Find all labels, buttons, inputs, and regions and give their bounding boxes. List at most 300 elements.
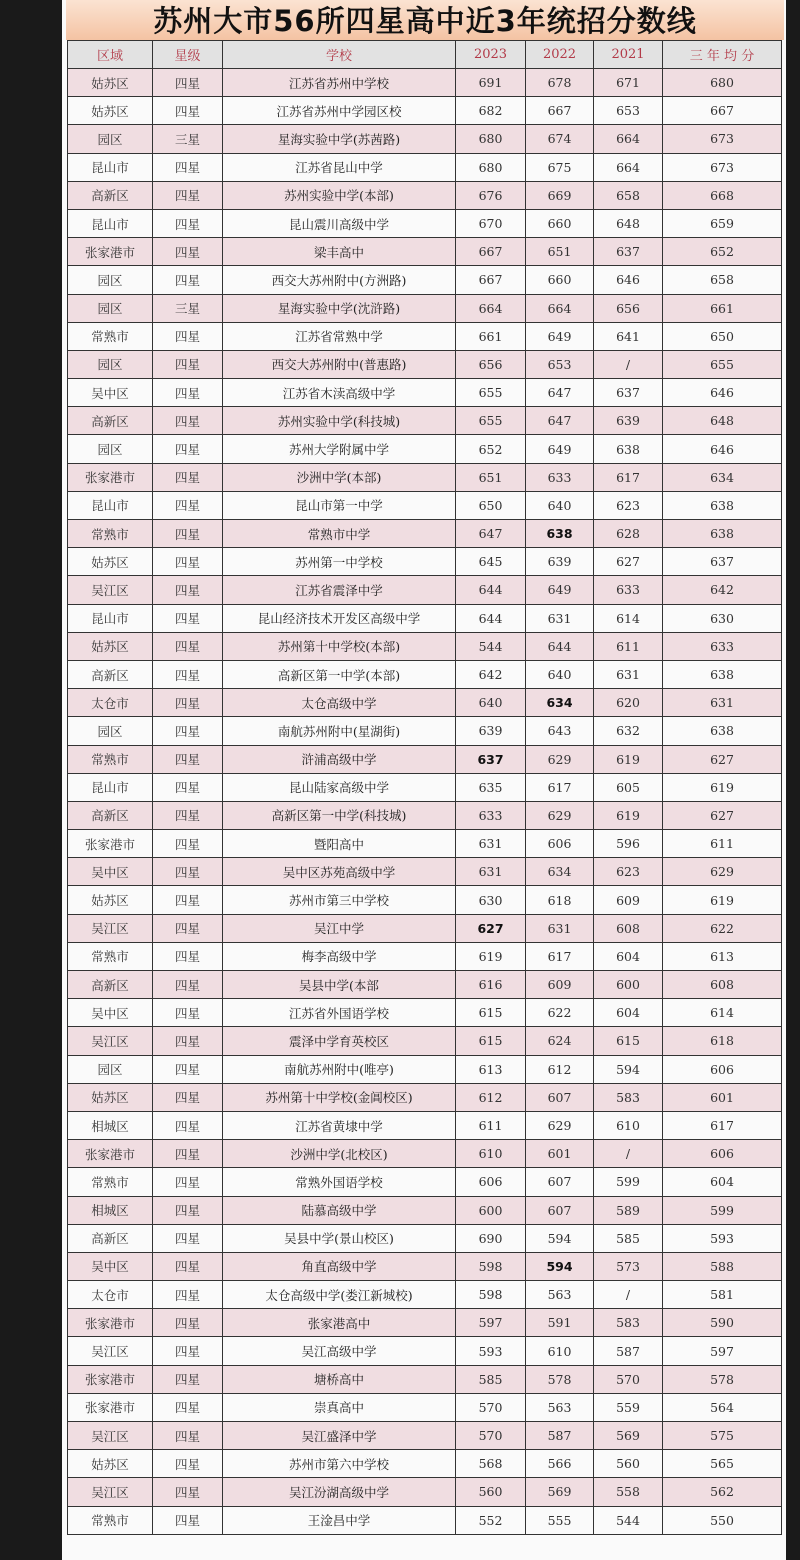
cell-star-level: 四星 xyxy=(153,1393,223,1421)
cell-score-2023: 619 xyxy=(456,942,526,970)
cell-district: 张家港市 xyxy=(68,238,153,266)
cell-score-2021: 594 xyxy=(594,1055,663,1083)
cell-star-level: 四星 xyxy=(153,97,223,125)
cell-school: 江苏省昆山中学 xyxy=(223,153,456,181)
cell-score-2023: 598 xyxy=(456,1281,526,1309)
cell-star-level: 四星 xyxy=(153,1083,223,1111)
cell-score-2022: 638 xyxy=(526,520,594,548)
cell-three-year-average: 627 xyxy=(663,745,782,773)
table-row xyxy=(68,1083,782,1111)
cell-school: 昆山市第一中学 xyxy=(223,491,456,519)
cell-score-2022: 555 xyxy=(526,1506,594,1534)
cell-score-2022: 643 xyxy=(526,717,594,745)
table-row xyxy=(68,1252,782,1280)
cell-score-2023: 615 xyxy=(456,999,526,1027)
cell-score-2021: 633 xyxy=(594,576,663,604)
cell-three-year-average: 613 xyxy=(663,942,782,970)
cell-score-2023: 585 xyxy=(456,1365,526,1393)
cell-score-2023: 667 xyxy=(456,238,526,266)
cell-school: 昆山经济技术开发区高级中学 xyxy=(223,604,456,632)
cell-score-2023: 544 xyxy=(456,632,526,660)
cell-school: 吴江高级中学 xyxy=(223,1337,456,1365)
cell-star-level: 四星 xyxy=(153,491,223,519)
cell-score-2023: 644 xyxy=(456,576,526,604)
cell-three-year-average: 661 xyxy=(663,294,782,322)
cell-star-level: 四星 xyxy=(153,1027,223,1055)
cell-star-level: 四星 xyxy=(153,238,223,266)
cell-star-level: 四星 xyxy=(153,1450,223,1478)
cell-score-2023: 680 xyxy=(456,125,526,153)
cell-score-2022: 660 xyxy=(526,266,594,294)
table-row xyxy=(68,379,782,407)
cell-score-2021: / xyxy=(594,1140,663,1168)
cell-star-level: 四星 xyxy=(153,1055,223,1083)
cell-score-2023: 640 xyxy=(456,689,526,717)
cell-star-level: 四星 xyxy=(153,660,223,688)
table-row xyxy=(68,604,782,632)
cell-score-2022: 591 xyxy=(526,1309,594,1337)
cell-score-2022: 649 xyxy=(526,576,594,604)
cell-score-2023: 637 xyxy=(456,745,526,773)
cell-score-2022: 594 xyxy=(526,1224,594,1252)
cell-score-2023: 652 xyxy=(456,435,526,463)
cell-school: 崇真高中 xyxy=(223,1393,456,1421)
cell-score-2021: 570 xyxy=(594,1365,663,1393)
cell-star-level: 四星 xyxy=(153,435,223,463)
cell-three-year-average: 673 xyxy=(663,125,782,153)
cell-school: 吴中区苏苑高级中学 xyxy=(223,858,456,886)
table-row xyxy=(68,1506,782,1534)
cell-school: 高新区第一中学(本部) xyxy=(223,660,456,688)
cell-school: 吴县中学(景山校区) xyxy=(223,1224,456,1252)
table-row xyxy=(68,153,782,181)
cell-school: 星海实验中学(沈浒路) xyxy=(223,294,456,322)
cell-star-level: 四星 xyxy=(153,773,223,801)
cell-three-year-average: 668 xyxy=(663,181,782,209)
cell-score-2021: 604 xyxy=(594,942,663,970)
cell-score-2021: 639 xyxy=(594,407,663,435)
cell-school: 江苏省震泽中学 xyxy=(223,576,456,604)
cell-star-level: 四星 xyxy=(153,69,223,97)
cell-three-year-average: 564 xyxy=(663,1393,782,1421)
table-row xyxy=(68,971,782,999)
table-row xyxy=(68,181,782,209)
cell-district: 张家港市 xyxy=(68,1140,153,1168)
table-row xyxy=(68,491,782,519)
table-row xyxy=(68,1196,782,1224)
cell-star-level: 四星 xyxy=(153,604,223,632)
cell-score-2023: 600 xyxy=(456,1196,526,1224)
table-row xyxy=(68,1393,782,1421)
cell-score-2021: 619 xyxy=(594,745,663,773)
cell-star-level: 四星 xyxy=(153,1196,223,1224)
cell-score-2021: 611 xyxy=(594,632,663,660)
cell-star-level: 四星 xyxy=(153,1168,223,1196)
cell-score-2021: 664 xyxy=(594,125,663,153)
cell-score-2021: 631 xyxy=(594,660,663,688)
cell-score-2023: 664 xyxy=(456,294,526,322)
table-row xyxy=(68,632,782,660)
cell-three-year-average: 648 xyxy=(663,407,782,435)
cell-score-2022: 647 xyxy=(526,379,594,407)
cell-star-level: 四星 xyxy=(153,717,223,745)
cell-district: 昆山市 xyxy=(68,604,153,632)
cell-score-2022: 563 xyxy=(526,1393,594,1421)
cell-score-2022: 607 xyxy=(526,1083,594,1111)
cell-three-year-average: 642 xyxy=(663,576,782,604)
table-row xyxy=(68,1140,782,1168)
cell-school: 吴江中学 xyxy=(223,914,456,942)
cell-school: 常熟市中学 xyxy=(223,520,456,548)
cell-district: 姑苏区 xyxy=(68,548,153,576)
cell-score-2021: 653 xyxy=(594,97,663,125)
cell-score-2021: 637 xyxy=(594,238,663,266)
cell-score-2022: 617 xyxy=(526,942,594,970)
cell-score-2021: 619 xyxy=(594,801,663,829)
table-row xyxy=(68,942,782,970)
cell-three-year-average: 562 xyxy=(663,1478,782,1506)
cell-score-2022: 640 xyxy=(526,660,594,688)
cell-district: 吴江区 xyxy=(68,1337,153,1365)
cell-score-2022: 634 xyxy=(526,858,594,886)
cell-star-level: 四星 xyxy=(153,322,223,350)
cell-district: 园区 xyxy=(68,125,153,153)
cell-score-2023: 647 xyxy=(456,520,526,548)
table-row xyxy=(68,745,782,773)
table-row xyxy=(68,1422,782,1450)
table-row xyxy=(68,886,782,914)
cell-three-year-average: 637 xyxy=(663,548,782,576)
cell-score-2021: 558 xyxy=(594,1478,663,1506)
cell-score-2021: 604 xyxy=(594,999,663,1027)
cell-school: 震泽中学育英校区 xyxy=(223,1027,456,1055)
cell-score-2023: 670 xyxy=(456,209,526,237)
cell-score-2021: 623 xyxy=(594,858,663,886)
cell-score-2022: 607 xyxy=(526,1196,594,1224)
header-2023: 2023 xyxy=(456,41,526,69)
cell-district: 高新区 xyxy=(68,971,153,999)
table-row xyxy=(68,322,782,350)
cell-star-level: 四星 xyxy=(153,1281,223,1309)
cell-three-year-average: 630 xyxy=(663,604,782,632)
cell-score-2023: 655 xyxy=(456,407,526,435)
cell-score-2023: 635 xyxy=(456,773,526,801)
cell-district: 高新区 xyxy=(68,407,153,435)
cell-school: 昆山震川高级中学 xyxy=(223,209,456,237)
cell-three-year-average: 638 xyxy=(663,660,782,688)
cell-district: 姑苏区 xyxy=(68,632,153,660)
cell-school: 王淦昌中学 xyxy=(223,1506,456,1534)
cell-star-level: 四星 xyxy=(153,1252,223,1280)
cell-three-year-average: 673 xyxy=(663,153,782,181)
table-row xyxy=(68,125,782,153)
cell-district: 昆山市 xyxy=(68,153,153,181)
cell-score-2022: 675 xyxy=(526,153,594,181)
cell-score-2023: 615 xyxy=(456,1027,526,1055)
cell-district: 姑苏区 xyxy=(68,886,153,914)
cell-district: 姑苏区 xyxy=(68,69,153,97)
cell-score-2022: 640 xyxy=(526,491,594,519)
cell-district: 张家港市 xyxy=(68,1393,153,1421)
cell-score-2022: 609 xyxy=(526,971,594,999)
cell-school: 太仓高级中学(娄江新城校) xyxy=(223,1281,456,1309)
header-district: 区域 xyxy=(68,41,153,69)
header-school: 学校 xyxy=(223,41,456,69)
cell-three-year-average: 617 xyxy=(663,1111,782,1139)
cell-score-2023: 690 xyxy=(456,1224,526,1252)
cell-score-2023: 552 xyxy=(456,1506,526,1534)
cell-star-level: 四星 xyxy=(153,407,223,435)
cell-star-level: 四星 xyxy=(153,1337,223,1365)
table-row xyxy=(68,238,782,266)
cell-school: 星海实验中学(苏茜路) xyxy=(223,125,456,153)
cell-three-year-average: 608 xyxy=(663,971,782,999)
cell-star-level: 四星 xyxy=(153,745,223,773)
cell-school: 高新区第一中学(科技城) xyxy=(223,801,456,829)
table-row xyxy=(68,1478,782,1506)
cell-school: 暨阳高中 xyxy=(223,830,456,858)
cell-score-2022: 629 xyxy=(526,745,594,773)
cell-score-2021: 658 xyxy=(594,181,663,209)
cell-score-2023: 667 xyxy=(456,266,526,294)
cell-school: 沙洲中学(本部) xyxy=(223,463,456,491)
cell-school: 吴县中学(本部 xyxy=(223,971,456,999)
cell-school: 西交大苏州附中(方洲路) xyxy=(223,266,456,294)
cell-score-2021: 671 xyxy=(594,69,663,97)
cell-star-level: 四星 xyxy=(153,801,223,829)
cell-district: 姑苏区 xyxy=(68,97,153,125)
cell-district: 相城区 xyxy=(68,1196,153,1224)
table-row xyxy=(68,689,782,717)
cell-score-2021: 587 xyxy=(594,1337,663,1365)
table-row xyxy=(68,463,782,491)
cell-three-year-average: 650 xyxy=(663,322,782,350)
cell-three-year-average: 646 xyxy=(663,435,782,463)
score-table xyxy=(67,40,782,1535)
cell-score-2023: 598 xyxy=(456,1252,526,1280)
cell-district: 园区 xyxy=(68,717,153,745)
table-row xyxy=(68,717,782,745)
cell-school: 梁丰高中 xyxy=(223,238,456,266)
cell-score-2021: 544 xyxy=(594,1506,663,1534)
cell-school: 江苏省苏州中学校 xyxy=(223,69,456,97)
table-row xyxy=(68,266,782,294)
cell-score-2023: 644 xyxy=(456,604,526,632)
cell-school: 江苏省外国语学校 xyxy=(223,999,456,1027)
cell-score-2023: 593 xyxy=(456,1337,526,1365)
cell-district: 园区 xyxy=(68,1055,153,1083)
cell-school: 南航苏州附中(星湖街) xyxy=(223,717,456,745)
cell-score-2021: 569 xyxy=(594,1422,663,1450)
cell-score-2022: 618 xyxy=(526,886,594,914)
cell-score-2021: 605 xyxy=(594,773,663,801)
table-row xyxy=(68,801,782,829)
cell-district: 常熟市 xyxy=(68,520,153,548)
cell-school: 江苏省黄埭中学 xyxy=(223,1111,456,1139)
cell-score-2022: 644 xyxy=(526,632,594,660)
cell-score-2021: 583 xyxy=(594,1083,663,1111)
cell-star-level: 三星 xyxy=(153,294,223,322)
cell-three-year-average: 638 xyxy=(663,520,782,548)
cell-score-2021: / xyxy=(594,350,663,378)
cell-score-2021: 646 xyxy=(594,266,663,294)
table-row xyxy=(68,1168,782,1196)
cell-three-year-average: 575 xyxy=(663,1422,782,1450)
cell-score-2022: 610 xyxy=(526,1337,594,1365)
table-row xyxy=(68,520,782,548)
table-row xyxy=(68,858,782,886)
cell-score-2021: 617 xyxy=(594,463,663,491)
cell-district: 吴江区 xyxy=(68,914,153,942)
cell-score-2023: 613 xyxy=(456,1055,526,1083)
table-row xyxy=(68,576,782,604)
cell-three-year-average: 631 xyxy=(663,689,782,717)
cell-three-year-average: 629 xyxy=(663,858,782,886)
cell-star-level: 四星 xyxy=(153,689,223,717)
cell-score-2022: 594 xyxy=(526,1252,594,1280)
cell-star-level: 四星 xyxy=(153,209,223,237)
cell-school: 苏州第十中学校(本部) xyxy=(223,632,456,660)
cell-score-2021: 648 xyxy=(594,209,663,237)
table-row xyxy=(68,1027,782,1055)
cell-score-2022: 653 xyxy=(526,350,594,378)
cell-district: 太仓市 xyxy=(68,1281,153,1309)
cell-district: 吴江区 xyxy=(68,576,153,604)
cell-score-2023: 630 xyxy=(456,886,526,914)
cell-school: 江苏省苏州中学园区校 xyxy=(223,97,456,125)
cell-three-year-average: 619 xyxy=(663,773,782,801)
cell-score-2023: 633 xyxy=(456,801,526,829)
cell-score-2023: 656 xyxy=(456,350,526,378)
cell-three-year-average: 627 xyxy=(663,801,782,829)
cell-three-year-average: 658 xyxy=(663,266,782,294)
cell-score-2022: 639 xyxy=(526,548,594,576)
table-row xyxy=(68,1365,782,1393)
cell-star-level: 三星 xyxy=(153,125,223,153)
cell-school: 苏州第一中学校 xyxy=(223,548,456,576)
cell-score-2022: 667 xyxy=(526,97,594,125)
cell-star-level: 四星 xyxy=(153,971,223,999)
cell-star-level: 四星 xyxy=(153,576,223,604)
cell-school: 陆慕高级中学 xyxy=(223,1196,456,1224)
table-header-row xyxy=(68,41,782,69)
cell-district: 吴江区 xyxy=(68,1027,153,1055)
cell-score-2021: 641 xyxy=(594,322,663,350)
cell-three-year-average: 622 xyxy=(663,914,782,942)
cell-district: 园区 xyxy=(68,350,153,378)
cell-star-level: 四星 xyxy=(153,914,223,942)
cell-three-year-average: 606 xyxy=(663,1140,782,1168)
cell-school: 角直高级中学 xyxy=(223,1252,456,1280)
cell-district: 昆山市 xyxy=(68,773,153,801)
cell-school: 常熟外国语学校 xyxy=(223,1168,456,1196)
table-row xyxy=(68,209,782,237)
cell-score-2023: 570 xyxy=(456,1422,526,1450)
cell-three-year-average: 581 xyxy=(663,1281,782,1309)
cell-district: 昆山市 xyxy=(68,209,153,237)
cell-score-2023: 639 xyxy=(456,717,526,745)
table-row xyxy=(68,773,782,801)
table-row xyxy=(68,435,782,463)
cell-score-2022: 664 xyxy=(526,294,594,322)
cell-score-2021: 656 xyxy=(594,294,663,322)
cell-star-level: 四星 xyxy=(153,153,223,181)
table-row xyxy=(68,97,782,125)
cell-district: 太仓市 xyxy=(68,689,153,717)
cell-score-2023: 661 xyxy=(456,322,526,350)
cell-district: 张家港市 xyxy=(68,463,153,491)
cell-school: 江苏省常熟中学 xyxy=(223,322,456,350)
cell-score-2022: 612 xyxy=(526,1055,594,1083)
cell-score-2022: 607 xyxy=(526,1168,594,1196)
cell-three-year-average: 611 xyxy=(663,830,782,858)
cell-school: 塘桥高中 xyxy=(223,1365,456,1393)
cell-star-level: 四星 xyxy=(153,942,223,970)
cell-district: 高新区 xyxy=(68,801,153,829)
cell-district: 吴中区 xyxy=(68,999,153,1027)
cell-three-year-average: 597 xyxy=(663,1337,782,1365)
cell-three-year-average: 601 xyxy=(663,1083,782,1111)
cell-score-2021: / xyxy=(594,1281,663,1309)
cell-school: 太仓高级中学 xyxy=(223,689,456,717)
cell-score-2023: 612 xyxy=(456,1083,526,1111)
table-row xyxy=(68,407,782,435)
cell-score-2021: 600 xyxy=(594,971,663,999)
cell-score-2023: 650 xyxy=(456,491,526,519)
table-row xyxy=(68,1111,782,1139)
cell-score-2021: 599 xyxy=(594,1168,663,1196)
cell-school: 吴江盛泽中学 xyxy=(223,1422,456,1450)
cell-score-2023: 568 xyxy=(456,1450,526,1478)
cell-score-2021: 614 xyxy=(594,604,663,632)
cell-score-2022: 674 xyxy=(526,125,594,153)
table-row xyxy=(68,1281,782,1309)
cell-district: 常熟市 xyxy=(68,1168,153,1196)
cell-score-2023: 631 xyxy=(456,858,526,886)
cell-three-year-average: 667 xyxy=(663,97,782,125)
cell-district: 姑苏区 xyxy=(68,1450,153,1478)
cell-score-2022: 629 xyxy=(526,801,594,829)
cell-three-year-average: 638 xyxy=(663,717,782,745)
cell-score-2022: 631 xyxy=(526,604,594,632)
cell-score-2021: 608 xyxy=(594,914,663,942)
cell-score-2021: 583 xyxy=(594,1309,663,1337)
table-row xyxy=(68,830,782,858)
cell-three-year-average: 634 xyxy=(663,463,782,491)
cell-score-2023: 645 xyxy=(456,548,526,576)
cell-score-2023: 616 xyxy=(456,971,526,999)
cell-star-level: 四星 xyxy=(153,1478,223,1506)
page-title: 苏州大市56所四星高中近3年统招分数线 xyxy=(66,0,784,40)
cell-school: 南航苏州附中(唯亭) xyxy=(223,1055,456,1083)
cell-district: 高新区 xyxy=(68,660,153,688)
cell-score-2022: 601 xyxy=(526,1140,594,1168)
cell-district: 张家港市 xyxy=(68,830,153,858)
cell-three-year-average: 638 xyxy=(663,491,782,519)
cell-three-year-average: 680 xyxy=(663,69,782,97)
cell-school: 张家港高中 xyxy=(223,1309,456,1337)
cell-three-year-average: 619 xyxy=(663,886,782,914)
cell-school: 浒浦高级中学 xyxy=(223,745,456,773)
table-row xyxy=(68,660,782,688)
cell-district: 常熟市 xyxy=(68,322,153,350)
cell-district: 园区 xyxy=(68,435,153,463)
cell-school: 西交大苏州附中(普惠路) xyxy=(223,350,456,378)
cell-score-2021: 589 xyxy=(594,1196,663,1224)
cell-district: 昆山市 xyxy=(68,491,153,519)
table-row xyxy=(68,1224,782,1252)
cell-score-2021: 560 xyxy=(594,1450,663,1478)
